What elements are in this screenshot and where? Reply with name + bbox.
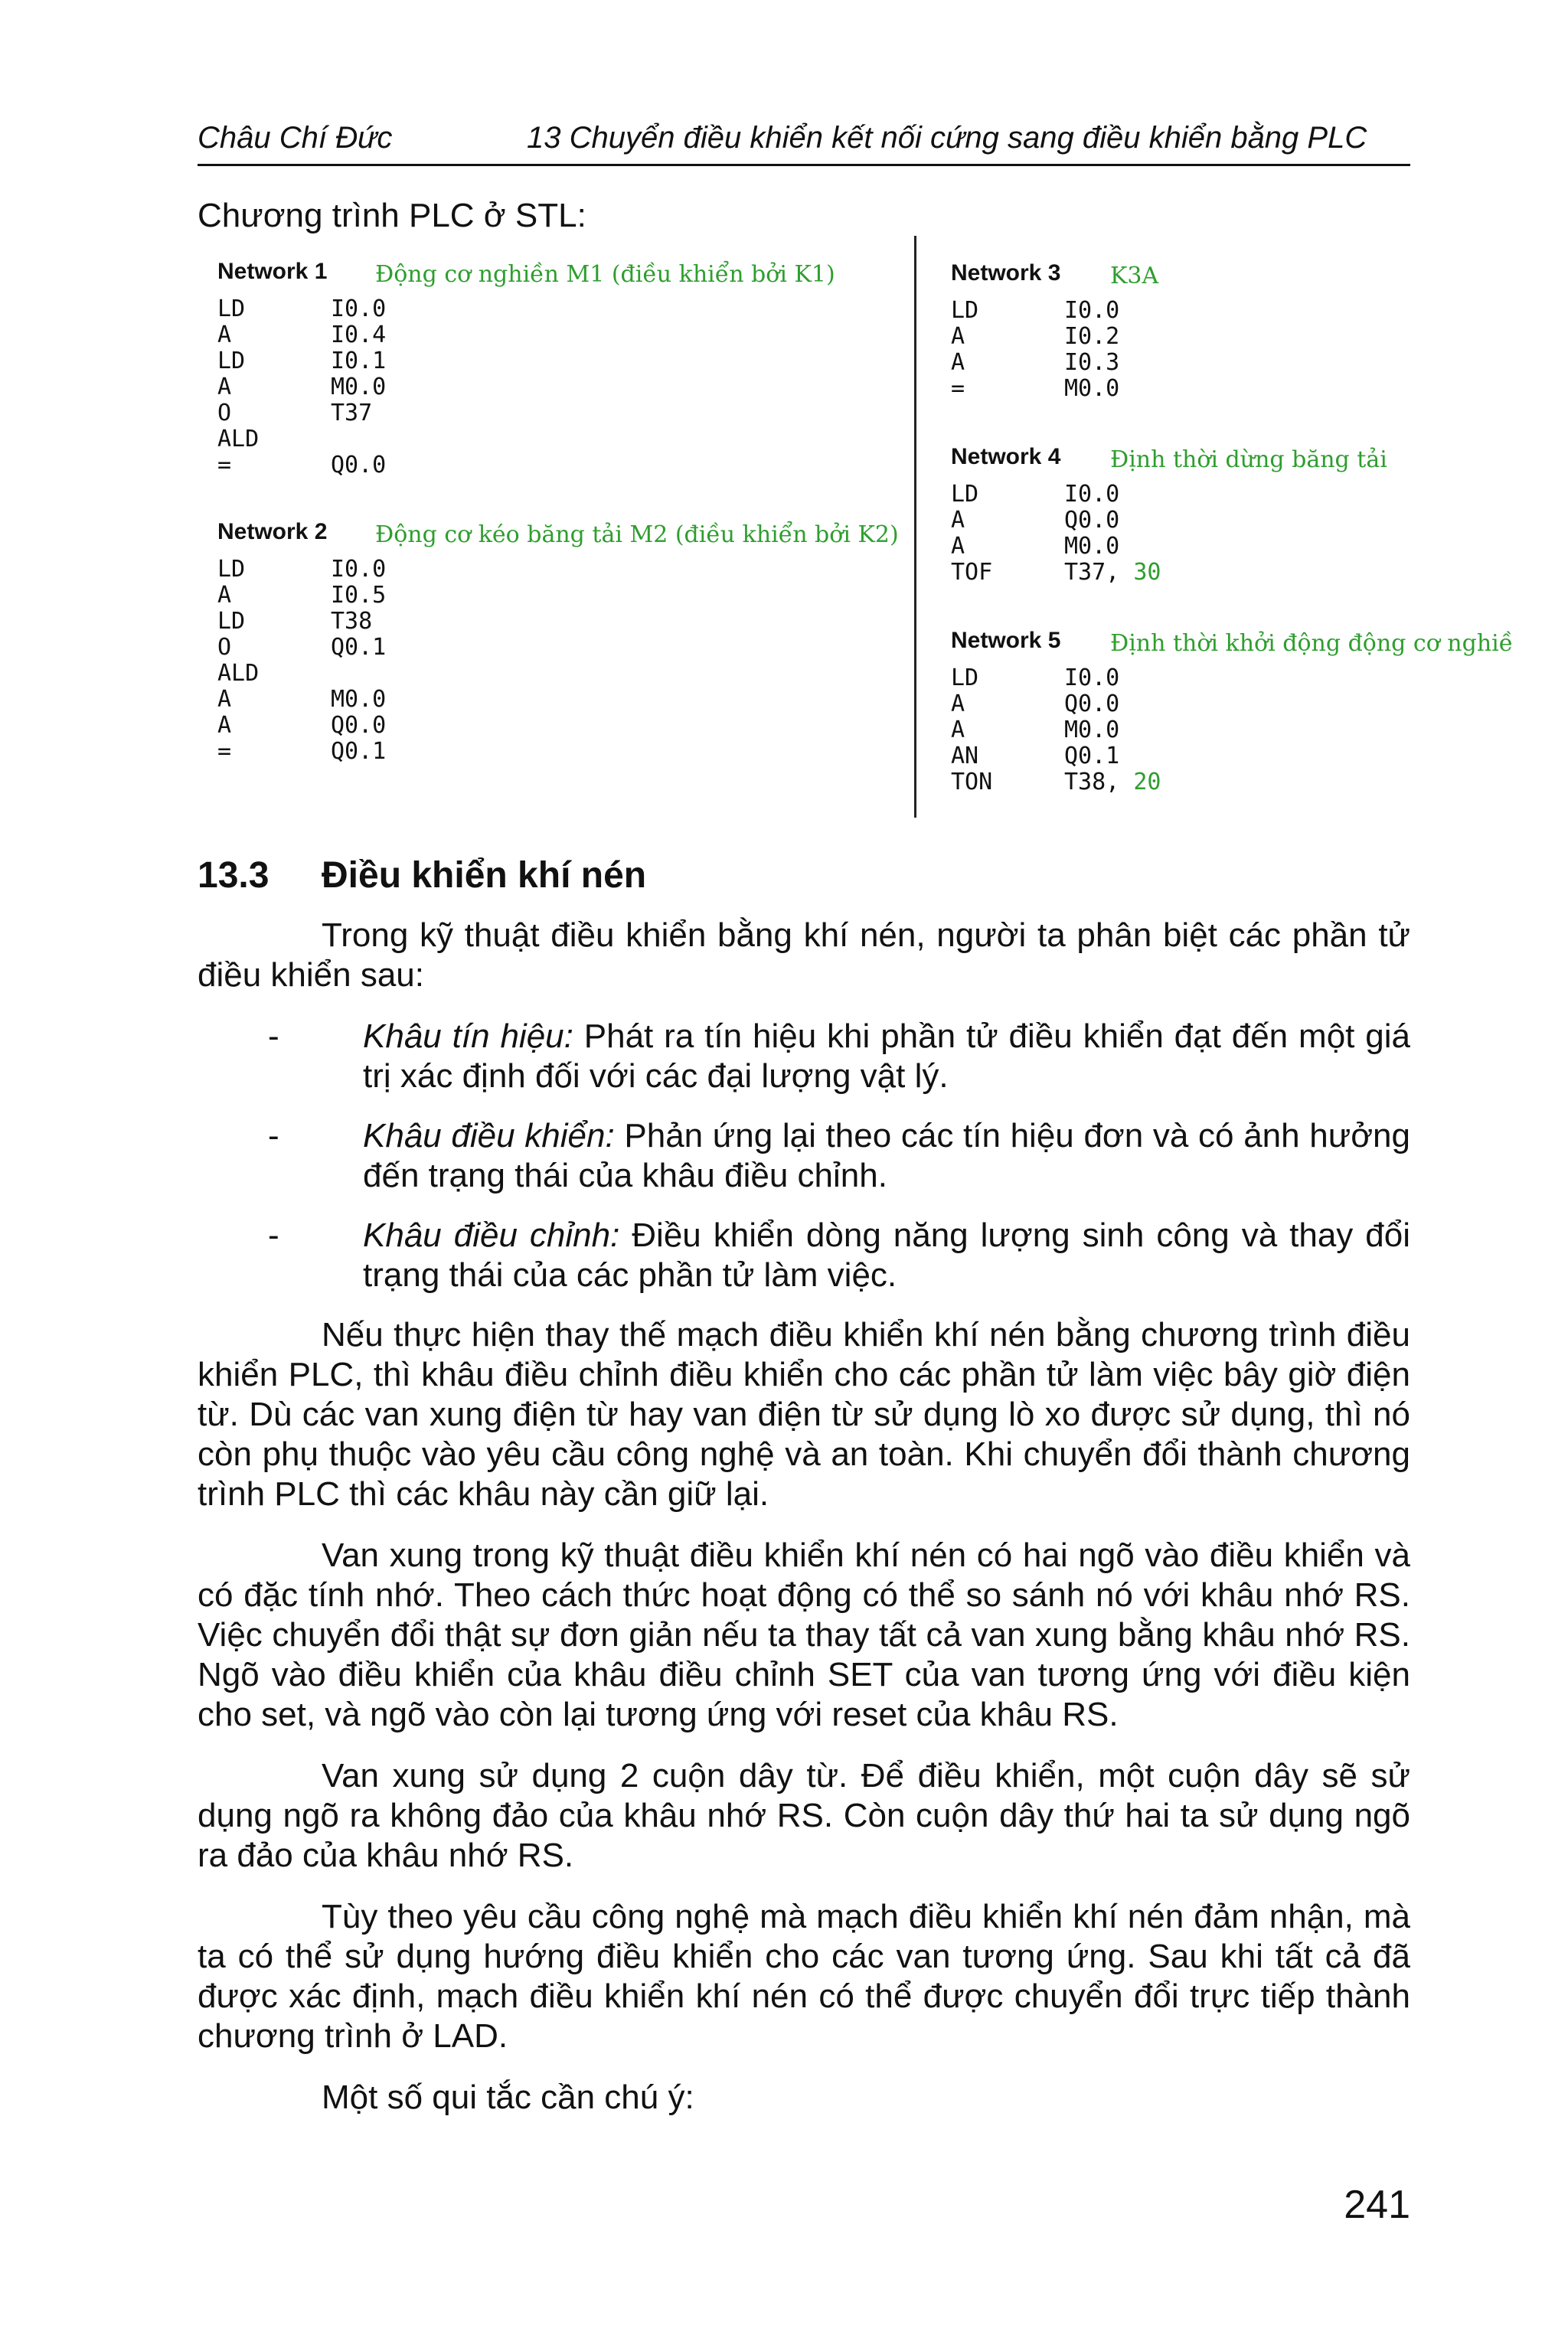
stl-op: A	[951, 323, 965, 350]
stl-operand: Q0.1	[331, 634, 387, 661]
bullet-item	[198, 1116, 1410, 1196]
stl-timer-preset: 20	[1133, 769, 1161, 795]
stl-operand: I0.3	[1064, 349, 1120, 376]
paragraph: Van xung trong kỹ thuật điều khiển khí nén có hai ngõ vào điều khiển và có đặc tính nhớ. Theo cách thức hoạt động có thể so sánh nó với khâu nhớ RS. Việc chuyển đổi thật sự đơn giản nếu ta thay tất cả van xung bằng khâu nhớ RS. Ngõ vào điều khiển của khâu điều chỉnh SET của van tương ứng với điều kiện cho set, và ngõ vào còn lại tương ứng với reset của khâu RS.	[198, 1536, 1410, 1733]
stl-op: A	[217, 374, 232, 400]
paragraph: Tùy theo yêu cầu công nghệ mà mạch điều khiển khí nén đảm nhận, mà ta có thể sử dụng hướng điều khiển cho các van tương ứng. Sau khi tất cả đã được xác định, mạch điều khiển khí nén có thể được chuyển đổi trực tiếp thành chương trình ở LAD.	[198, 1898, 1410, 2055]
running-header	[198, 115, 1410, 161]
section-title: Điều khiển khí nén	[322, 855, 647, 896]
paragraph-intro: Trong kỹ thuật điều khiển bằng khí nén, người ta phân biệt các phần tử điều khiển sau:	[198, 916, 1410, 994]
stl-operand: I0.0	[1064, 665, 1120, 691]
stl-operand: I0.2	[1064, 323, 1120, 350]
bullet-text: Phản ứng lại theo các tín hiệu đơn và có ảnh hưởng đến trạng thái của khâu điều chỉnh.	[363, 1117, 1410, 1194]
stl-op: A	[217, 322, 232, 348]
stl-op: LD	[217, 556, 246, 583]
stl-operand: I0.0	[1064, 481, 1120, 508]
stl-operand: T38	[331, 608, 373, 635]
stl-op: ALD	[217, 426, 260, 452]
stl-operand: M0.0	[331, 686, 387, 713]
stl-op: A	[951, 533, 965, 560]
stl-operand: Q0.1	[1064, 743, 1120, 769]
section-number: 13.3	[198, 855, 270, 896]
stl-op: LD	[217, 348, 246, 374]
stl-op: A	[951, 507, 965, 534]
paragraph: Một số qui tắc cần chú ý:	[322, 2079, 694, 2116]
stl-operand: Q0.1	[331, 738, 387, 765]
stl-operand: M0.0	[1064, 717, 1120, 743]
stl-operand: M0.0	[331, 374, 387, 400]
bullet-term: Khâu điều chỉnh:	[363, 1216, 620, 1254]
stl-op: =	[217, 738, 232, 765]
stl-op: ALD	[217, 660, 260, 687]
stl-op: LD	[217, 296, 246, 322]
stl-op: A	[217, 712, 232, 739]
network-title: Network 3	[951, 260, 1061, 286]
body-text	[198, 916, 1410, 2139]
stl-operand: I0.1	[331, 348, 387, 374]
stl-timer-name: T38,	[1064, 769, 1120, 795]
stl-operand: M0.0	[1064, 375, 1120, 402]
stl-timer-name: T37,	[1064, 559, 1120, 586]
stl-code-panel	[198, 233, 1568, 823]
bullet-term: Khâu điều khiển:	[363, 1117, 615, 1154]
stl-operand	[1064, 560, 1161, 586]
network-title: Network 1	[217, 259, 328, 284]
stl-op: AN	[951, 743, 979, 769]
stl-op: A	[217, 686, 232, 713]
network-comment: K3A	[1110, 263, 1159, 289]
stl-operand: M0.0	[1064, 533, 1120, 560]
stl-intro-text: Chương trình PLC ở STL:	[198, 197, 586, 234]
header-chapter-title: 13 Chuyển điều khiển kết nối cứng sang điều khiển bằng PLC	[527, 121, 1367, 155]
stl-op: TON	[951, 769, 993, 795]
stl-op: LD	[951, 481, 979, 508]
paragraph: Van xung sử dụng 2 cuộn dây từ. Để điều khiển, một cuộn dây sẽ sử dụng ngõ ra không đảo của khâu nhớ RS. Còn cuộn dây thứ hai ta sử dụng ngõ ra đảo của khâu nhớ RS.	[198, 1757, 1410, 1874]
stl-op: A	[951, 691, 965, 717]
stl-operand: T37	[331, 400, 373, 426]
network-comment: Định thời khởi động động cơ nghiề	[1110, 630, 1514, 657]
stl-operand: Q0.0	[1064, 691, 1120, 717]
bullet-dash: -	[268, 1017, 279, 1055]
stl-op: A	[217, 582, 232, 609]
stl-op: LD	[951, 297, 979, 324]
network-comment: Định thời dừng băng tải	[1110, 446, 1387, 473]
bullet-text: Điều khiển dòng năng lượng sinh công và thay đổi trạng thái của các phần tử làm việc.	[363, 1216, 1410, 1294]
stl-op: LD	[951, 665, 979, 691]
stl-operand: I0.0	[331, 296, 387, 322]
stl-op: TOF	[951, 559, 993, 586]
stl-op: LD	[217, 608, 246, 635]
network-comment: Động cơ nghiền M1 (điều khiển bởi K1)	[375, 261, 835, 288]
bullet-dash: -	[268, 1117, 279, 1154]
paragraph: Nếu thực hiện thay thế mạch điều khiển khí nén bằng chương trình điều khiển PLC, thì khâu điều chỉnh điều khiển cho các phần tử làm việc bây giờ điện từ. Dù các van xung điện từ hay van điện từ sử dụng lò xo được sử dụng, thì nó còn phụ thuộc vào yêu cầu công nghệ và an toàn. Khi chuyển đổi thành chương trình PLC thì các khâu này cần giữ lại.	[198, 1316, 1410, 1513]
network-title: Network 5	[951, 628, 1061, 653]
stl-timer-preset: 30	[1133, 559, 1161, 586]
stl-op: A	[951, 349, 965, 376]
stl-op: =	[951, 375, 965, 402]
bullet-dash: -	[268, 1216, 279, 1254]
header-rule	[198, 164, 1410, 166]
stl-op: O	[217, 400, 232, 426]
stl-operand: Q0.0	[331, 712, 387, 739]
stl-operand: I0.4	[331, 322, 387, 348]
stl-op: =	[217, 452, 232, 478]
stl-op: O	[217, 634, 232, 661]
stl-operand: Q0.0	[331, 452, 387, 478]
header-author: Châu Chí Đức	[198, 121, 393, 155]
stl-operand: Q0.0	[1064, 507, 1120, 534]
stl-op: A	[951, 717, 965, 743]
stl-operand: I0.0	[1064, 297, 1120, 324]
page-number: 241	[1344, 2183, 1410, 2227]
bullet-item	[198, 1216, 1410, 1295]
network-title: Network 4	[951, 444, 1061, 469]
network-comment: Động cơ kéo băng tải M2 (điều khiển bởi K2)	[375, 521, 899, 548]
bullet-item	[198, 1017, 1410, 1096]
stl-operand	[1064, 769, 1161, 795]
stl-operand: I0.0	[331, 556, 387, 583]
bullet-text: Phát ra tín hiệu khi phần tử điều khiển đạt đến một giá trị xác định đối với các đại lượng vật lý.	[363, 1017, 1410, 1095]
network-title: Network 2	[217, 519, 328, 544]
bullet-term: Khâu tín hiệu:	[363, 1017, 573, 1055]
stl-operand: I0.5	[331, 582, 387, 609]
